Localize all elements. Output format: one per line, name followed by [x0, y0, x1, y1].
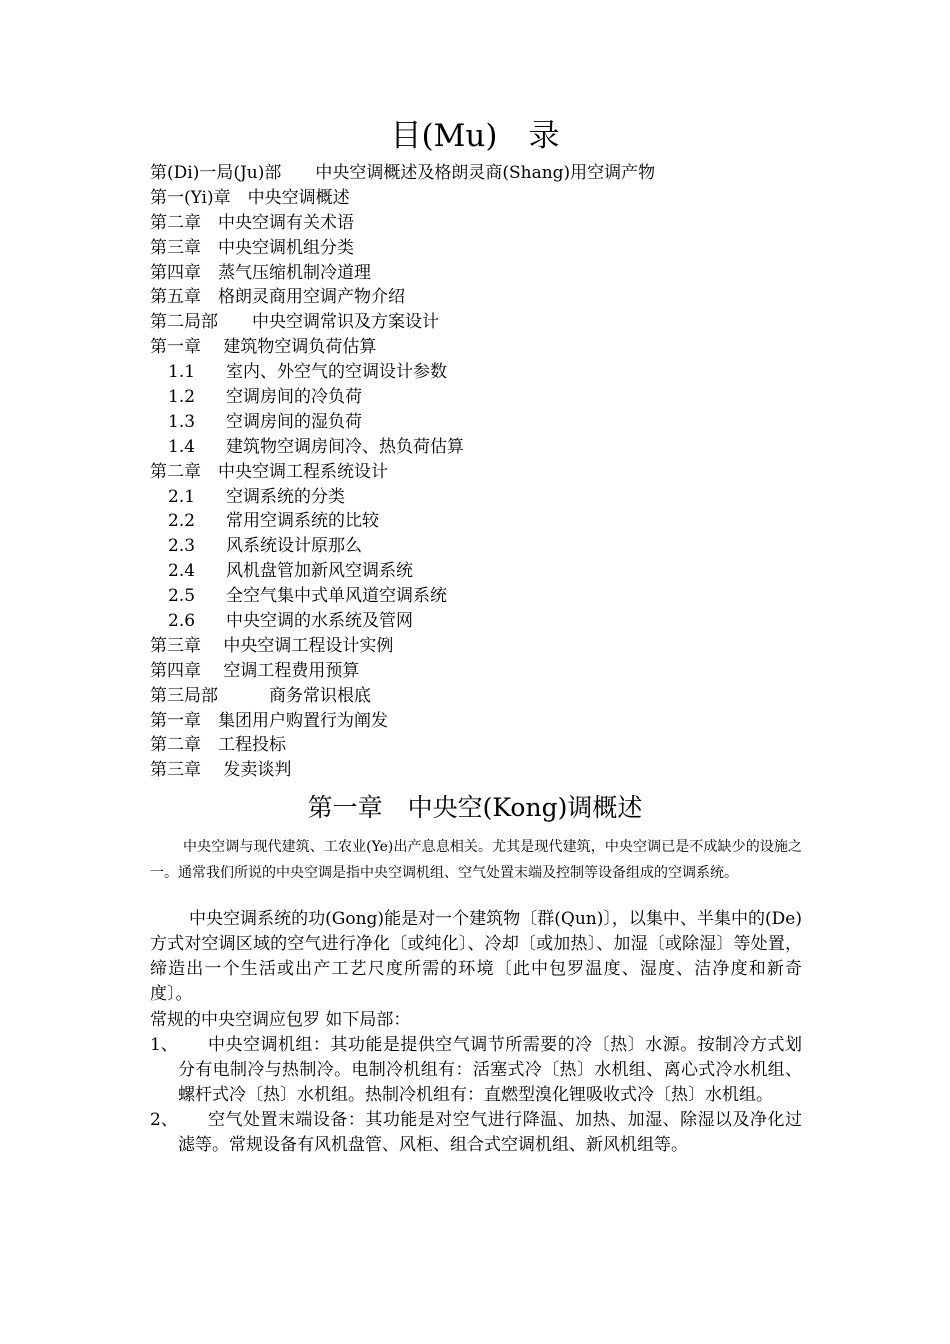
components-list	[150, 1033, 802, 1158]
toc-entry-text: 第三局部 商务常识根底	[150, 685, 371, 706]
toc-entry	[150, 634, 810, 659]
toc-subsection	[150, 385, 810, 410]
toc-entry	[150, 460, 810, 485]
toc-entry	[150, 186, 810, 211]
toc-subsection	[150, 435, 810, 460]
intro-paragraph: 中央空调与现代建筑、工农业(Ye)出产息息相关。尤其是现代建筑，中央空调已是不成缺少的设施之一。通常我们所说的中央空调是指中央空调机组、空气处置末端及控制等设备组成的空调系统。	[150, 839, 802, 881]
toc-entry	[150, 236, 810, 261]
list-item-marker: 2、	[150, 1110, 178, 1130]
toc-entry-text: 全空气集中式单风道空调系统	[226, 586, 447, 607]
toc-entry-text: 第二章 中央空调工程系统设计	[150, 461, 388, 482]
toc-subsection-number: 2.3	[168, 536, 196, 557]
list-item-marker: 1、	[150, 1035, 178, 1055]
toc-entry	[150, 709, 810, 734]
toc-entry-text: 第四章 空调工程费用预算	[150, 660, 360, 681]
toc-entry	[150, 335, 810, 360]
toc-subsection	[150, 534, 810, 559]
toc-entry	[150, 310, 810, 335]
components-lead-paragraph: 常规的中央空调应包罗 如下局部：	[150, 1010, 411, 1030]
toc-entry-text: 第四章 蒸气压缩机制冷道理	[150, 262, 371, 283]
toc-entry-text: 第三章 中央空调机组分类	[150, 237, 354, 258]
toc-subsection-number: 2.5	[168, 586, 196, 607]
toc-subsection-number: 2.6	[168, 611, 196, 632]
toc-subsection-number: 1.4	[168, 436, 196, 457]
chapter-title: 第一章 中央空(Kong)调概述	[307, 793, 643, 822]
toc-subsection	[150, 360, 810, 385]
list-item-text: 空气处置末端设备：其功能是对空气进行降温、加热、加湿、除湿以及净化过滤等。常规设备有风机盘管、风柜、组合式空调机组、新风机组等。	[178, 1110, 802, 1155]
toc-entry	[150, 684, 810, 709]
toc-entry	[150, 285, 810, 310]
toc-entry-text: 第三章 发卖谈判	[150, 760, 292, 781]
toc-subsection	[150, 485, 810, 510]
toc-subsection-number: 2.4	[168, 561, 196, 582]
toc-subsection	[150, 410, 810, 435]
toc-entry-text: 建筑物空调房间冷、热负荷估算	[226, 436, 464, 457]
function-paragraph: 中央空调系统的功(Gong)能是对一个建筑物〔群(Qun)〕，以集中、半集中的(De)方式对空调区域的空气进行净化〔或纯化〕、冷却〔或加热〕、加湿〔或除湿〕等处置，缔造出一个生活或出产工艺尺度所需的环境〔此中包罗温度、湿度、洁净度和新奇度〕。	[150, 909, 802, 1004]
toc-entry	[150, 659, 810, 684]
toc-subsection	[150, 509, 810, 534]
list-item	[150, 1033, 802, 1108]
toc-entry-text: 第一章 集团用户购置行为阐发	[150, 710, 388, 731]
toc-entry-text: 第五章 格朗灵商用空调产物介绍	[150, 287, 405, 308]
toc-entry-text: 中央空调的水系统及管网	[226, 611, 413, 632]
toc-entry-text: 第三章 中央空调工程设计实例	[150, 635, 394, 656]
toc-entry-text: 空调系统的分类	[226, 486, 345, 507]
toc-entry-text: 空调房间的冷负荷	[226, 387, 362, 408]
toc-subsection-number: 2.1	[168, 486, 196, 507]
toc-entry-text: 风机盘管加新风空调系统	[226, 561, 413, 582]
toc-entry	[150, 261, 810, 286]
list-item-text: 中央空调机组：其功能是提供空气调节所需要的冷〔热〕水源。按制冷方式划分有电制冷与热制冷。电制冷机组有：活塞式冷〔热〕水机组、离心式冷水机组、螺杆式冷〔热〕水机组。热制冷机组有：直燃型溴化锂吸收式冷〔热〕水机组。	[178, 1035, 802, 1105]
toc-entry	[150, 733, 810, 758]
toc-entry	[150, 161, 810, 186]
toc-entry-text: 第二章 工程投标	[150, 735, 286, 756]
toc-title: 目(Mu) 录	[390, 118, 560, 154]
toc-subsection	[150, 559, 810, 584]
toc-entry-text: 第二局部 中央空调常识及方案设计	[150, 312, 439, 333]
table-of-contents	[150, 161, 810, 783]
toc-subsection-number: 1.3	[168, 411, 196, 432]
toc-entry-text: 室内、外空气的空调设计参数	[226, 362, 447, 383]
toc-subsection-number: 1.1	[168, 362, 196, 383]
toc-entry-text: 第一(Yi)章 中央空调概述	[150, 187, 350, 208]
toc-subsection-number: 1.2	[168, 387, 196, 408]
toc-entry-text: 第(Di)一局(Ju)部 中央空调概述及格朗灵商(Shang)用空调产物	[150, 163, 656, 183]
list-item	[150, 1108, 802, 1158]
toc-entry-text: 风系统设计原那么	[226, 536, 362, 557]
toc-subsection-number: 2.2	[168, 511, 196, 532]
toc-entry-text: 常用空调系统的比较	[226, 511, 379, 532]
toc-subsection	[150, 584, 810, 609]
toc-entry	[150, 211, 810, 236]
toc-entry	[150, 758, 810, 783]
toc-entry-text: 空调房间的湿负荷	[226, 411, 362, 432]
toc-subsection	[150, 609, 810, 634]
toc-entry-text: 第一章 建筑物空调负荷估算	[150, 337, 377, 358]
toc-entry-text: 第二章 中央空调有关术语	[150, 212, 354, 233]
